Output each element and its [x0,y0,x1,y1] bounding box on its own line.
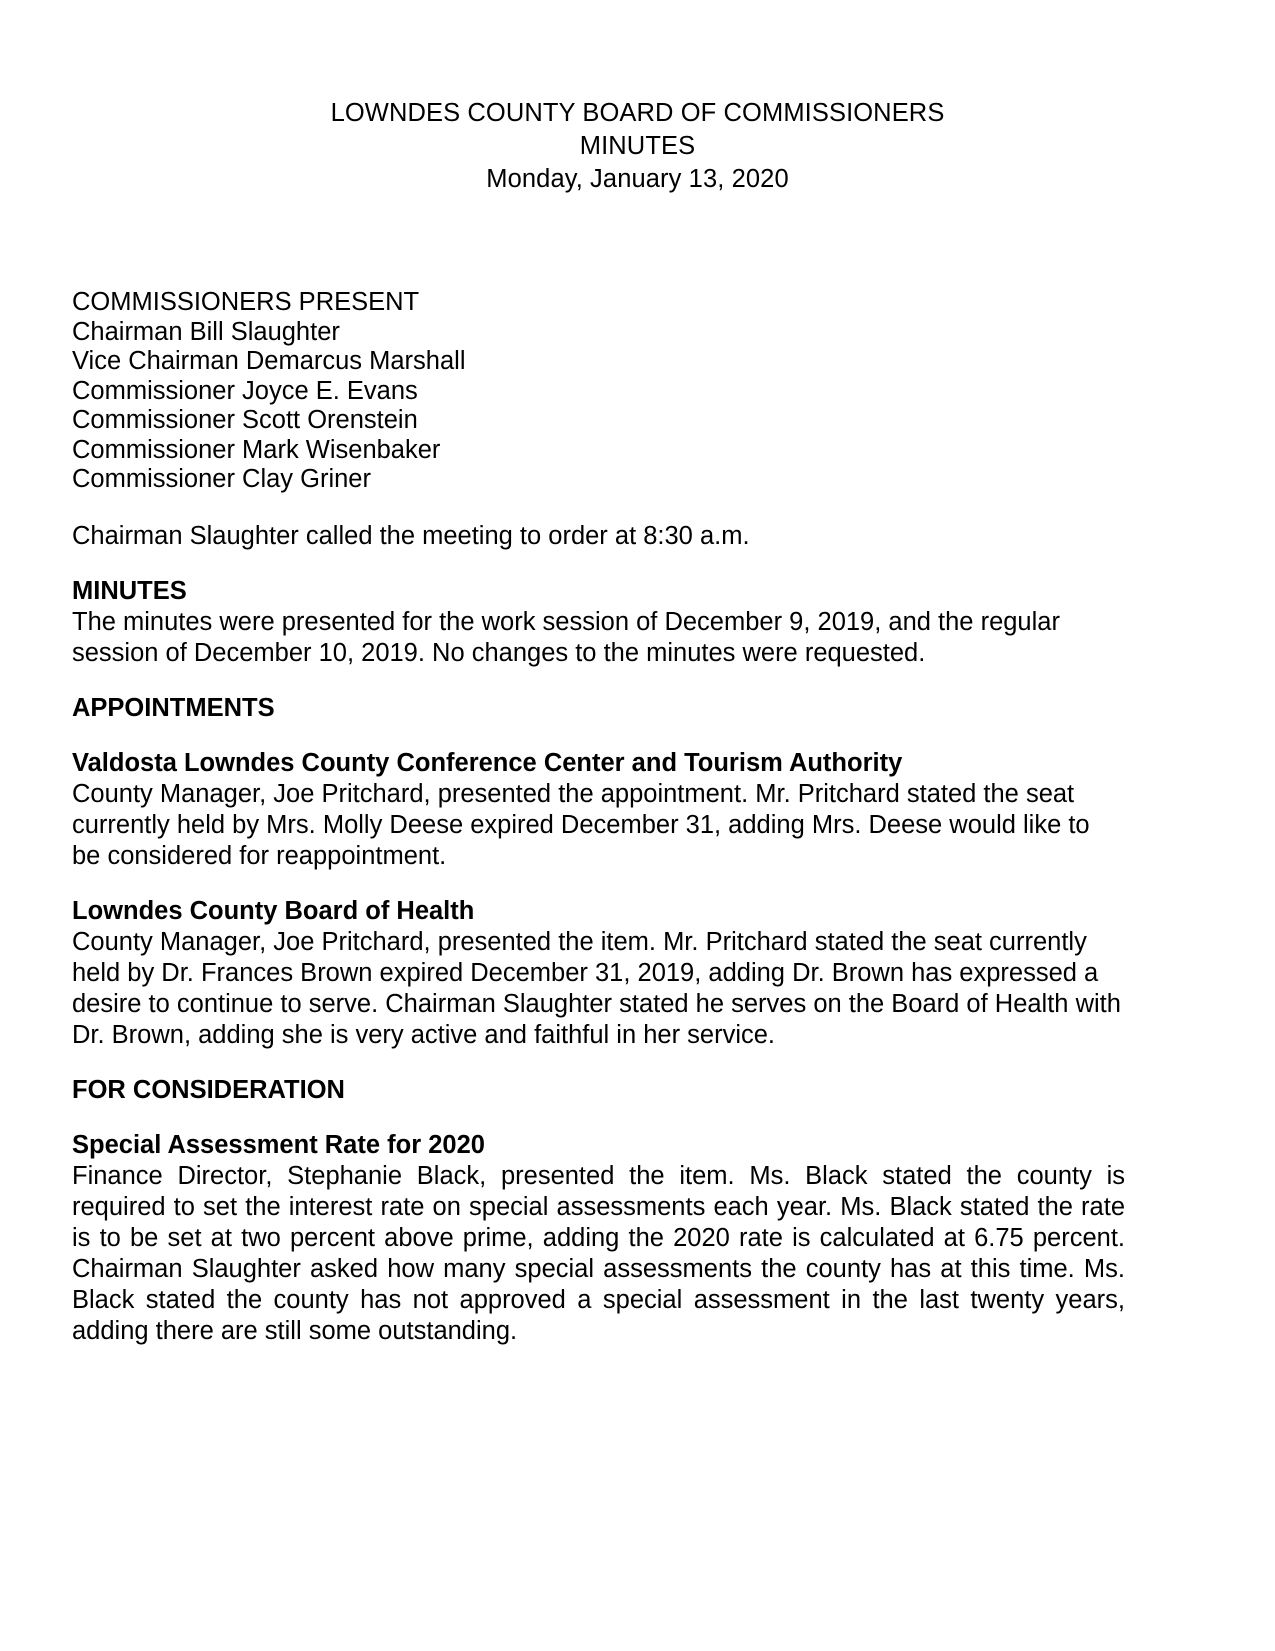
subsection-body-tourism-authority: County Manager, Joe Pritchard, presented the appointment. Mr. Pritchard stated the seat currently held by Mrs. Molly Deese expired December 31, adding Mrs. Deese would like to be considered for reappointment. [72,780,1090,871]
spacer [72,1051,1125,1075]
subsection-heading-board-of-health: Lowndes County Board of Health [72,897,475,926]
subsection-heading-tourism-authority: Valdosta Lowndes County Conference Center and Tourism Authority [72,749,903,778]
header-date-line: Monday, January 13, 2020 [486,165,789,194]
header-title-line-1: LOWNDES COUNTY BOARD OF COMMISSIONERS [330,99,945,127]
section-heading-minutes: MINUTES [72,577,187,606]
section-heading-appointments: APPOINTMENTS [72,694,275,723]
commissioner-entry: Commissioner Clay Griner [72,465,371,494]
spacer [72,552,1125,576]
subsection-body-special-assessment-rate: Finance Director, Stephanie Black, presented the item. Ms. Black stated the county is required to set the interest rate on special assessments each year. Ms. Black stated the rate is to be set at two percent above prime, adding the 2020 rate is calculated at 6.75 percent. Chairman Slaughter asked how many special assessments the county has at this time. Ms. Black stated the county has not approved a special assessment in the last twenty years, adding there are still some outstanding. [72,1161,1125,1345]
commissioners-present-title: COMMISSIONERS PRESENT [72,288,420,317]
commissioner-entry: Commissioner Mark Wisenbaker [72,435,441,464]
document-body [72,288,1125,1346]
spacer [72,669,1125,693]
section-body-minutes: The minutes were presented for the work session of December 9, 2019, and the regular session of December 10, 2019. No changes to the minutes were requested. [72,608,1060,668]
spacer [72,1106,1125,1130]
header-title-line-2: MINUTES [579,132,696,161]
spacer [72,872,1125,896]
header-body-spacer [0,196,1275,288]
commissioner-entry: Vice Chairman Demarcus Marshall [72,347,466,376]
call-to-order-paragraph: Chairman Slaughter called the meeting to order at 8:30 a.m. [72,522,750,551]
commissioners-present-block [72,288,1125,494]
subsection-body-board-of-health: County Manager, Joe Pritchard, presented the item. Mr. Pritchard stated the seat currently held by Dr. Frances Brown expired December 31, 2019, adding Dr. Brown has expressed a desire to continue to serve. Chairman Slaughter stated he serves on the Board of Health with Dr. Brown, adding she is very active and faithful in her service. [72,928,1121,1050]
spacer [72,494,1125,521]
document-header [0,0,1275,196]
spacer [72,724,1125,748]
commissioner-entry: Chairman Bill Slaughter [72,317,340,346]
subsection-heading-special-assessment-rate: Special Assessment Rate for 2020 [72,1131,485,1160]
section-heading-for-consideration: FOR CONSIDERATION [72,1076,345,1105]
commissioner-entry: Commissioner Joyce E. Evans [72,376,418,405]
commissioner-entry: Commissioner Scott Orenstein [72,406,418,435]
